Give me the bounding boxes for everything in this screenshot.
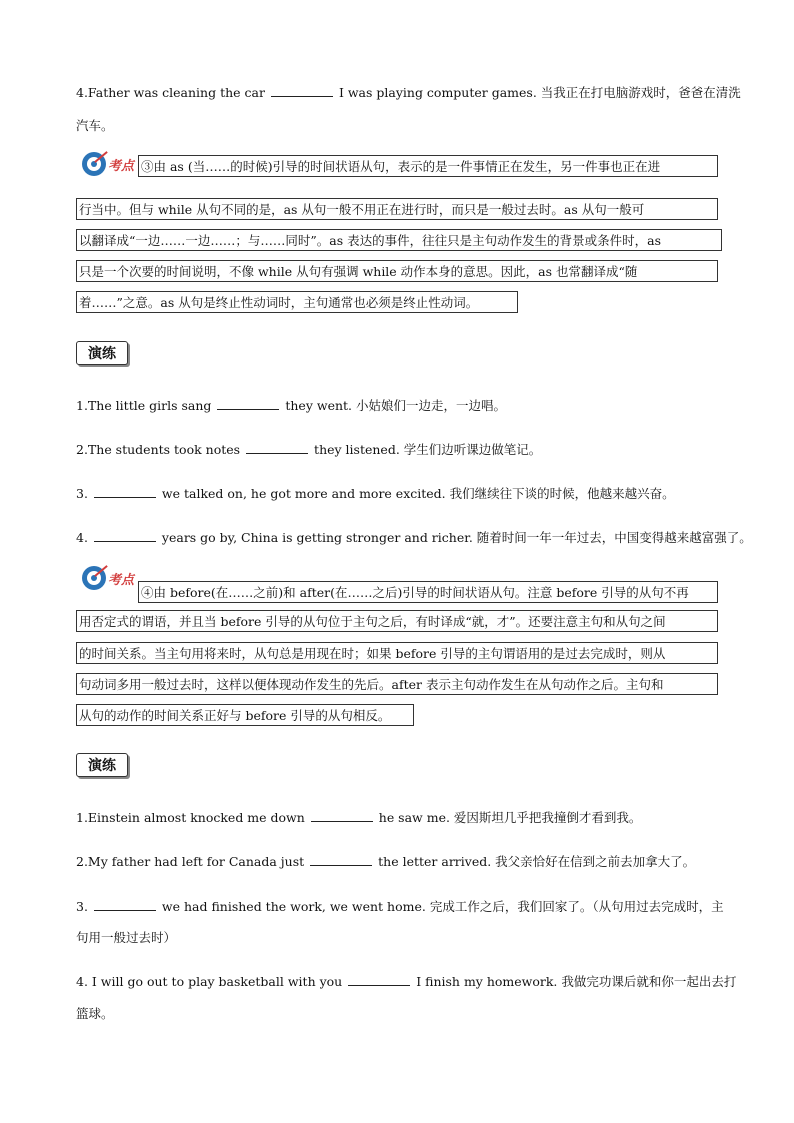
- question-text: I was playing computer games. 当我正在打电脑游戏时，爸爸在清洗: [338, 85, 741, 100]
- kaodian-label: 考点: [108, 158, 135, 174]
- answer-blank[interactable]: [310, 852, 372, 866]
- kaodian-badge: [82, 566, 134, 590]
- note-4-line-2: 用否定式的谓语，并且当 before 引导的从句位于主句之后，有时译成“就，才”。还要注意主句和从句之间: [76, 610, 718, 632]
- kaodian-badge: [82, 152, 134, 176]
- answer-blank[interactable]: [94, 484, 156, 498]
- note-3-line-5: 着……”之意。as 从句是终止性动词时，主句通常也必须是终止性动词。: [76, 291, 518, 313]
- note-3-line-2: 行当中。但与 while 从句不同的是，as 从句一般不用正在进行时，而只是一般过去时。as 从句一般可: [76, 198, 718, 220]
- question-text: I finish my homework. 我做完功课后就和你一起出去打: [416, 974, 737, 989]
- practice1-q4: [76, 528, 752, 546]
- practice1-q3: [76, 484, 675, 502]
- question-text: 3.: [76, 899, 88, 914]
- question-text: the letter arrived. 我父亲恰好在信到之前去加拿大了。: [378, 854, 696, 869]
- note-4-line-3: 的时间关系。当主句用将来时，从句总是用现在时；如果 before 引导的主句谓语用的是过去完成时，则从: [76, 642, 718, 664]
- question-text: 4. I will go out to play basketball with you: [76, 974, 343, 989]
- question-4-line2: 汽车。: [76, 118, 114, 133]
- question-4-line1: [76, 83, 741, 101]
- yanlian-badge: 演练: [76, 753, 128, 777]
- question-text: they listened. 学生们边听课边做笔记。: [314, 442, 542, 457]
- question-text: 1.Einstein almost knocked me down: [76, 810, 305, 825]
- practice2-q4-line2: 篮球。: [76, 1006, 114, 1021]
- note-3-line-3: 以翻译成“一边……一边……；与……同时”。as 表达的事件，往往只是主句动作发生的背景或条件时，as: [76, 229, 722, 251]
- question-text: 4.: [76, 530, 88, 545]
- question-text: they went. 小姑娘们一边走，一边唱。: [285, 398, 506, 413]
- practice2-q4: [76, 972, 736, 990]
- answer-blank[interactable]: [94, 897, 156, 911]
- kaodian-label: 考点: [108, 572, 135, 588]
- note-3-line-1: ③由 as (当……的时候)引导的时间状语从句，表示的是一件事情正在发生，另一件事也正在进: [138, 155, 718, 177]
- answer-blank[interactable]: [94, 528, 156, 542]
- answer-blank[interactable]: [271, 83, 333, 97]
- note-3-line-4: 只是一个次要的时间说明，不像 while 从句有强调 while 动作本身的意思。因此，as 也常翻译成“随: [76, 260, 718, 282]
- question-text: years go by, China is getting stronger and richer. 随着时间一年一年过去，中国变得越来越富强了。: [161, 530, 752, 545]
- question-text: 1.The little girls sang: [76, 398, 212, 413]
- question-text: 2.The students took notes: [76, 442, 241, 457]
- question-text: we had finished the work, we went home. 完成工作之后，我们回家了。（从句用过去完成时，主: [161, 899, 724, 914]
- question-text: we talked on, he got more and more excited. 我们继续往下谈的时候，他越来越兴奋。: [161, 486, 675, 501]
- question-text: he saw me. 爱因斯坦几乎把我撞倒才看到我。: [378, 810, 642, 825]
- answer-blank[interactable]: [246, 440, 308, 454]
- practice2-q3-line2: 句用一般过去时）: [76, 930, 177, 945]
- question-text: 3.: [76, 486, 88, 501]
- question-text: 4.Father was cleaning the car: [76, 85, 265, 100]
- practice2-q3: [76, 897, 724, 915]
- answer-blank[interactable]: [311, 808, 373, 822]
- practice1-q1: [76, 396, 506, 414]
- practice2-q1: [76, 808, 641, 826]
- answer-blank[interactable]: [348, 972, 410, 986]
- practice1-q2: [76, 440, 541, 458]
- yanlian-badge: 演练: [76, 341, 128, 365]
- note-4-line-5: 从句的动作的时间关系正好与 before 引导的从句相反。: [76, 704, 414, 726]
- note-4-line-1: ④由 before(在……之前)和 after(在……之后)引导的时间状语从句。注意 before 引导的从句不再: [138, 581, 718, 603]
- answer-blank[interactable]: [217, 396, 279, 410]
- practice2-q2: [76, 852, 695, 870]
- question-text: 2.My father had left for Canada just: [76, 854, 305, 869]
- note-4-line-4: 句动词多用一般过去时，这样以便体现动作发生的先后。after 表示主句动作发生在从句动作之后。主句和: [76, 673, 718, 695]
